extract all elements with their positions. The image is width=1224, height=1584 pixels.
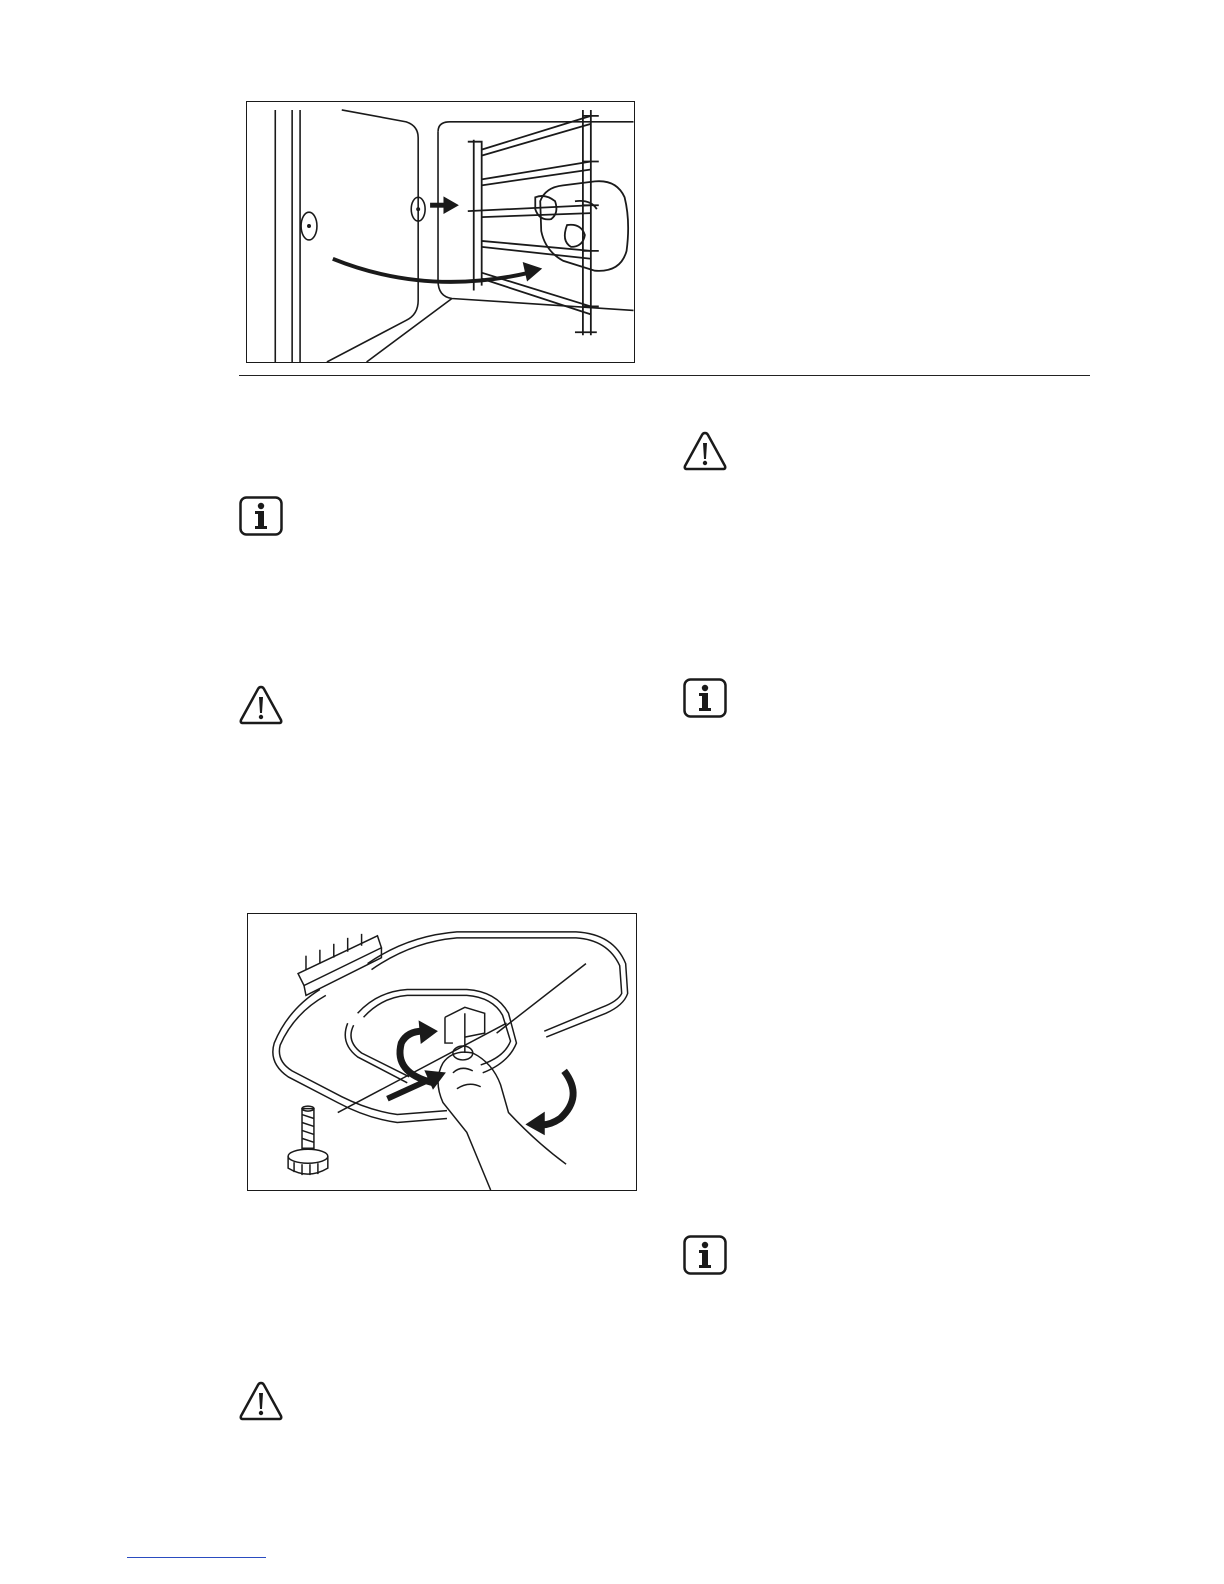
info-icon — [683, 1235, 727, 1275]
heating-element-figure — [247, 913, 637, 1191]
info-icon — [239, 496, 283, 536]
info-icon — [683, 678, 727, 718]
shelf-support-figure — [246, 101, 635, 363]
warning-triangle-icon — [238, 1380, 284, 1422]
warning-triangle-icon — [238, 684, 284, 726]
section-divider — [239, 375, 1090, 376]
heating-element-illustration — [248, 914, 636, 1190]
footer-link-underline[interactable] — [127, 1557, 266, 1558]
warning-triangle-icon — [682, 430, 728, 472]
shelf-support-illustration — [247, 102, 634, 362]
